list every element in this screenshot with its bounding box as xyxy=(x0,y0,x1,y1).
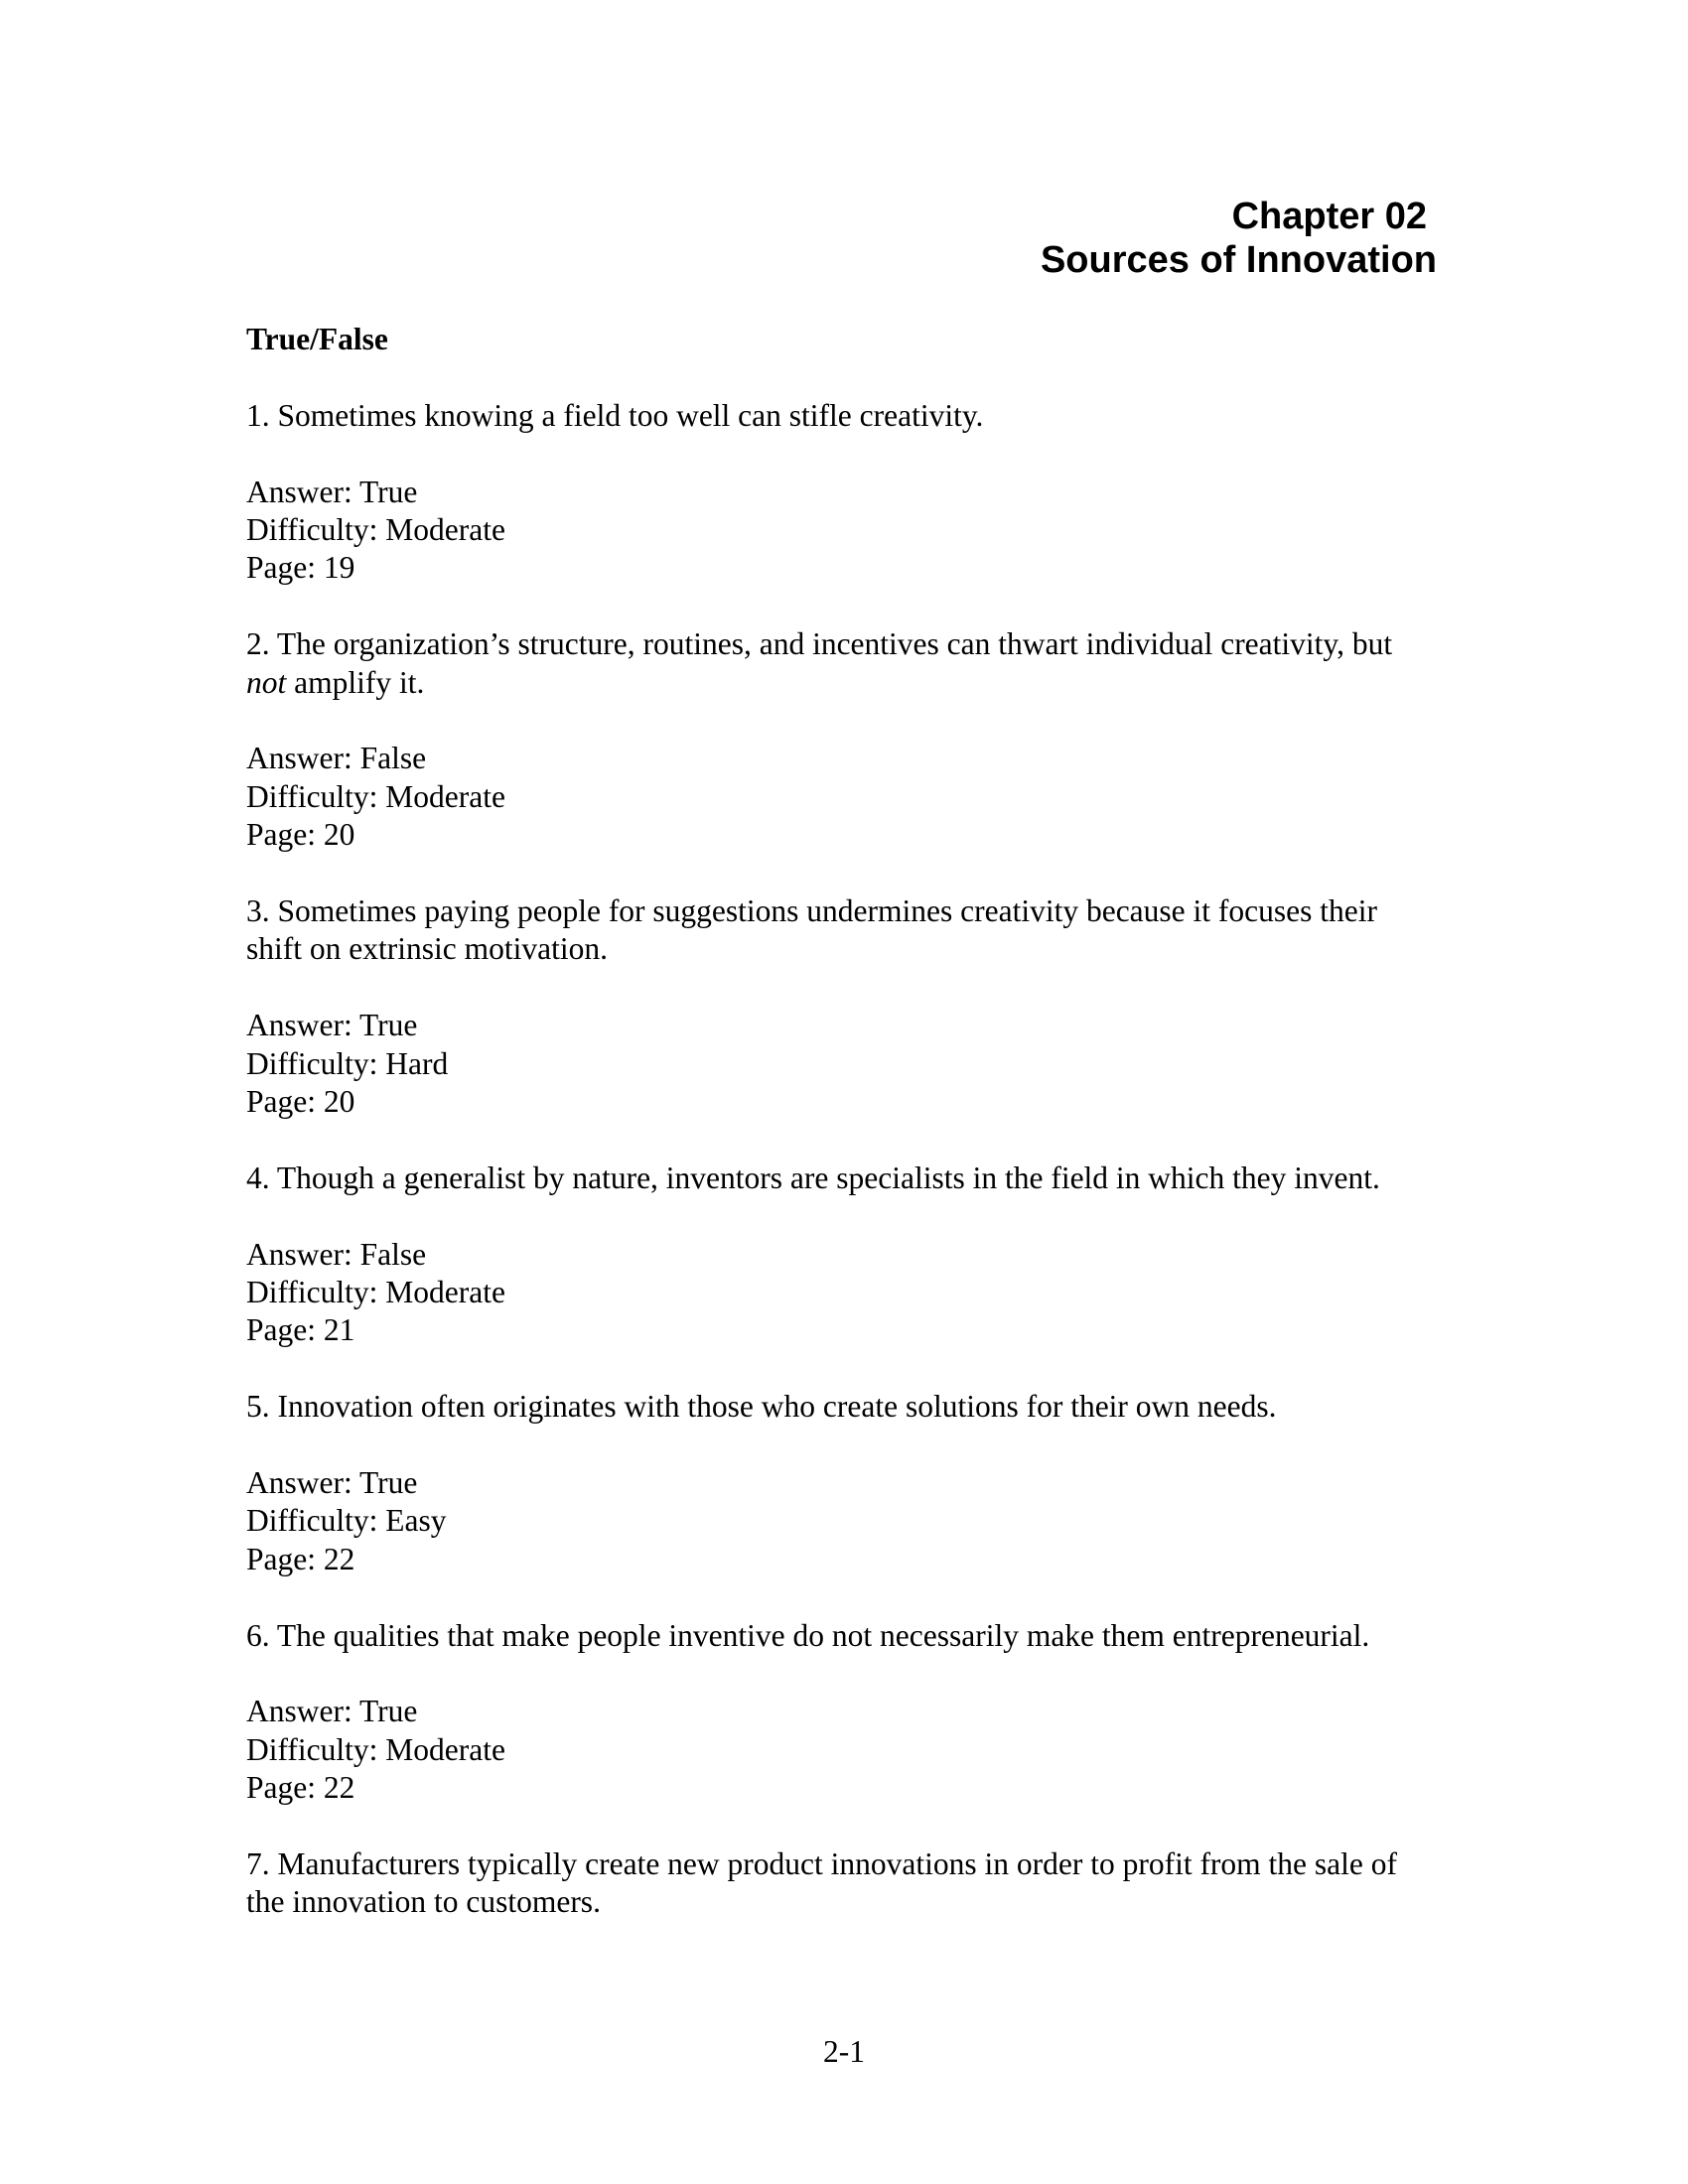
question-2-text-before: 2. The organization’s structure, routines, and incentives can thwart individual creativity, but xyxy=(246,626,1393,662)
question-7-text: 7. Manufacturers typically create new product innovations in order to profit from the sale of the innovation to customers. xyxy=(246,1846,1397,1920)
chapter-number: Chapter 02 xyxy=(1231,196,1427,237)
question-6-meta xyxy=(246,1693,1438,1807)
chapter-title-block xyxy=(1041,195,1437,282)
question-6-answer: Answer: True xyxy=(246,1694,418,1729)
question-1-page: Page: 19 xyxy=(246,550,355,586)
question-4-text: 4. Though a generalist by nature, inventors are specialists in the field in which they invent. xyxy=(246,1160,1380,1195)
question-6-text: 6. The qualities that make people inventive do not necessarily make them entrepreneurial. xyxy=(246,1617,1370,1653)
question-3-answer: Answer: True xyxy=(246,1008,418,1043)
question-2-meta xyxy=(246,740,1438,854)
question-4-page: Page: 21 xyxy=(246,1312,355,1348)
document-body xyxy=(246,321,1438,1960)
question-3-meta xyxy=(246,1007,1438,1121)
question-5-page: Page: 22 xyxy=(246,1541,355,1576)
question-6-page: Page: 22 xyxy=(246,1770,355,1806)
question-2-answer: Answer: False xyxy=(246,741,427,776)
question-6-difficulty: Difficulty: Moderate xyxy=(246,1731,505,1767)
question-3-page: Page: 20 xyxy=(246,1084,355,1120)
question-5-meta xyxy=(246,1464,1438,1578)
question-1-difficulty: Difficulty: Moderate xyxy=(246,512,505,547)
question-5-text: 5. Innovation often originates with those who create solutions for their own needs. xyxy=(246,1389,1277,1425)
question-2-text-after: amplify it. xyxy=(286,664,425,700)
question-2-text xyxy=(246,625,1438,702)
page-number: 2-1 xyxy=(823,2034,865,2069)
question-5-answer: Answer: True xyxy=(246,1465,418,1501)
question-2-text-emphasis: not xyxy=(246,664,287,700)
question-3-text: 3. Sometimes paying people for suggestions undermines creativity because it focuses their shift on extrinsic motivation. xyxy=(246,893,1377,967)
question-1-answer: Answer: True xyxy=(246,474,418,509)
question-1-meta xyxy=(246,474,1438,588)
question-4-difficulty: Difficulty: Moderate xyxy=(246,1275,505,1310)
chapter-title: Sources of Innovation xyxy=(1040,239,1437,281)
question-4-answer: Answer: False xyxy=(246,1236,427,1272)
question-5-difficulty: Difficulty: Easy xyxy=(246,1503,447,1539)
question-2-difficulty: Difficulty: Moderate xyxy=(246,778,505,814)
section-heading: True/False xyxy=(246,322,388,356)
question-1-text: 1. Sometimes knowing a field too well can stifle creativity. xyxy=(246,397,984,433)
question-3-difficulty: Difficulty: Hard xyxy=(246,1045,449,1081)
question-4-meta xyxy=(246,1236,1438,1350)
question-2-page: Page: 20 xyxy=(246,817,355,853)
